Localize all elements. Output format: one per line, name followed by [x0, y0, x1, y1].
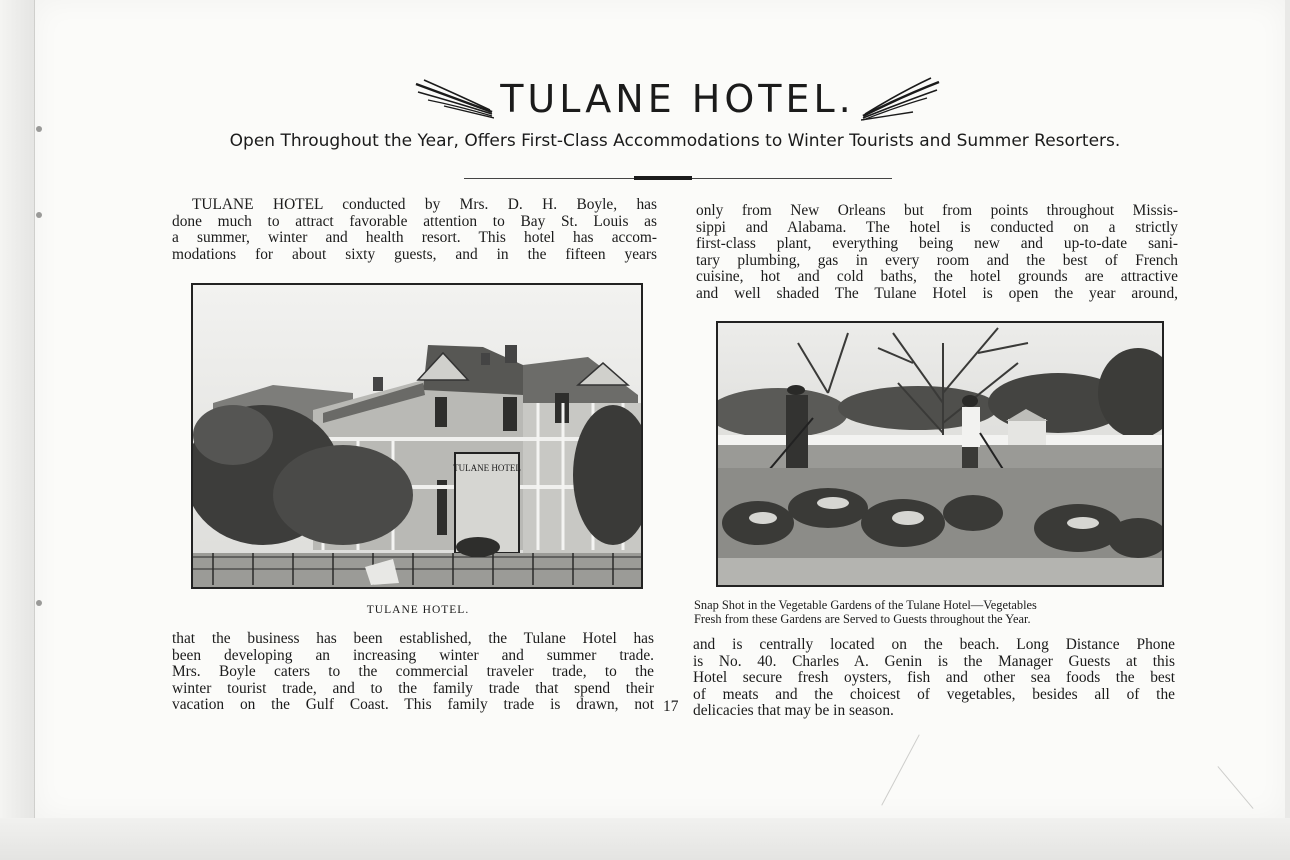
text-line: vacation on the Gulf Coast. This family trade is drawn, not	[172, 696, 654, 714]
hotel-photo	[191, 283, 643, 589]
left-flourish-icon	[414, 76, 494, 122]
right-intro-paragraph	[696, 203, 1178, 303]
binding-hole	[36, 126, 42, 132]
text-line: that the business has been established, the Tulane Hotel has	[172, 630, 654, 647]
garden-photo-caption	[694, 598, 1178, 626]
page-number: 17	[663, 698, 679, 715]
text-line: Mrs. Boyle caters to the commercial traveler trade, to the	[172, 663, 654, 681]
text-line: of meats and the choicest of vegetables, besides all of the	[693, 685, 1175, 703]
page-bottom-edge	[0, 818, 1290, 860]
text-line: tary plumbing, gas in every room and the best of French	[696, 251, 1178, 269]
caption-line: Fresh from these Gardens are Served to Guests throughout the Year.	[694, 612, 1031, 626]
divider-rule	[464, 176, 892, 182]
text-line: been developing an increasing winter and summer trade.	[172, 646, 654, 664]
binding-hole	[36, 600, 42, 606]
text-line: first-class plant, everything being new and up-to-date sani-	[696, 235, 1178, 253]
title-row	[355, 74, 1000, 124]
right-flourish-icon	[861, 76, 941, 122]
text-line: and well shaded The Tulane Hotel is open the year around,	[696, 284, 1178, 302]
text-line: and is centrally located on the beach. Long Distance Phone	[693, 636, 1175, 653]
right-continued-paragraph	[693, 637, 1175, 720]
text-line: delicacies that may be in season.	[693, 702, 894, 720]
text-line: done much to attract favorable attention to Bay St. Louis as	[172, 212, 657, 230]
left-intro-paragraph	[172, 197, 657, 263]
hotel-photo-caption: TULANE HOTEL.	[366, 604, 470, 616]
binding-hole	[36, 212, 42, 218]
binding-spine	[0, 0, 34, 860]
text-line: winter tourist trade, and to the family trade that spend their	[172, 679, 654, 697]
text-line: is No. 40. Charles A. Genin is the Manager Guests at this	[693, 652, 1175, 670]
hotel-sign-text: TULANE HOTEL	[453, 463, 521, 473]
page-subtitle: Open Throughout the Year, Offers First-Class Accommodations to Winter Tourists and Summer Resorters.	[229, 131, 1121, 151]
caption-line: Snap Shot in the Vegetable Gardens of the Tulane Hotel—Vegetables	[694, 598, 1037, 612]
text-line: modations for about sixty guests, and in the fifteen years	[172, 245, 657, 263]
left-continued-paragraph	[172, 631, 654, 714]
page-title: TULANE HOTEL.	[500, 77, 855, 121]
text-line: a summer, winter and health resort. This hotel has accom-	[172, 229, 657, 247]
garden-photo	[716, 321, 1164, 587]
text-line: Hotel secure fresh oysters, fish and other sea foods the best	[693, 669, 1175, 687]
text-line: only from New Orleans but from points throughout Missis-	[696, 202, 1178, 219]
text-line: sippi and Alabama. The hotel is conducted on a strictly	[696, 218, 1178, 236]
text-line: cuisine, hot and cold baths, the hotel grounds are attractive	[696, 268, 1178, 286]
text-line: TULANE HOTEL conducted by Mrs. D. H. Boyle, has	[192, 196, 657, 213]
